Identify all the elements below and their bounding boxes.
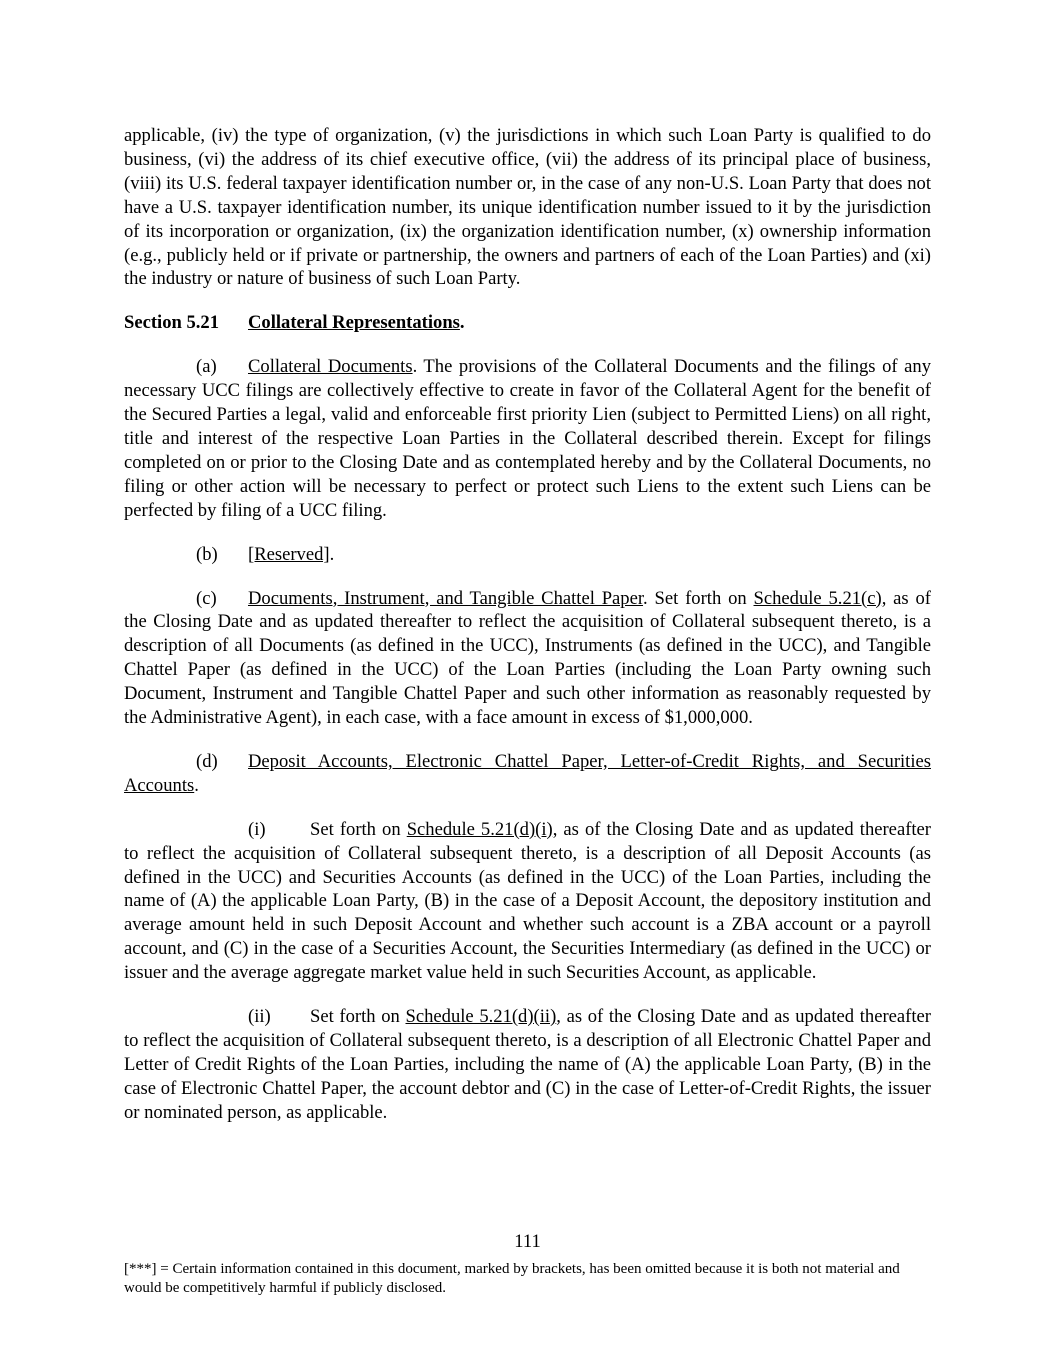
clause-a bbox=[124, 355, 931, 522]
document-body bbox=[124, 124, 931, 1145]
clause-b-title: [Reserved] bbox=[248, 543, 330, 565]
clause-b-number: (b) bbox=[196, 543, 218, 565]
clause-c-title: Documents, Instrument, and Tangible Chattel Paper bbox=[248, 587, 644, 609]
schedule-reference: Schedule 5.21(d)(i) bbox=[406, 818, 553, 840]
clause-d-title: Deposit Accounts, Electronic Chattel Paper, Letter-of-Credit Rights, and Securities Accounts bbox=[124, 750, 931, 796]
clause-c-number: (c) bbox=[196, 587, 217, 609]
clause-c bbox=[124, 587, 931, 730]
section-period: . bbox=[459, 312, 465, 334]
schedule-reference: Schedule 5.21(d)(ii) bbox=[405, 1006, 557, 1028]
clause-d-ii bbox=[124, 1005, 931, 1125]
clause-c-text-2: , as of the Closing Date and as updated thereafter to reflect the acquisition of Collateral subsequent thereto, is a description of all Documents (as defined in the UCC), Instruments (as defined in the UCC), and Tangible Chattel Paper (as defined in the UCC) of the Loan Parties (including the Loan Party owning such Document, Instrument and Tangible Chattel Paper and such other information as reasonably requested by the Administrative Agent), in each case, with a face amount in excess of $1,000,000. bbox=[124, 587, 931, 729]
intro-paragraph bbox=[124, 124, 931, 291]
clause-d-i-number: (i) bbox=[248, 818, 266, 840]
clause-b bbox=[124, 543, 931, 567]
clause-d-i bbox=[124, 818, 931, 985]
clause-d bbox=[124, 750, 931, 798]
footnote: [***] = Certain information contained in this document, marked by brackets, has been omitted because it is both not material and would be competitively harmful if publicly disclosed. bbox=[124, 1261, 900, 1296]
clause-d-ii-text-2: , as of the Closing Date and as updated thereafter to reflect the acquisition of Collateral subsequent thereto, is a description of all Electronic Chattel Paper and Letter of Credit Rights of the Loan Parties, including the name of (A) the applicable Loan Party, (B) in the case of Electronic Chattel Paper, the account debtor and (C) in the case of Letter-of-Credit Rights, the issuer or nominated person, as applicable. bbox=[124, 1006, 931, 1123]
clause-d-ii-number: (ii) bbox=[248, 1006, 271, 1028]
clause-d-text: . bbox=[194, 774, 199, 796]
clause-b-text: . bbox=[329, 543, 335, 565]
clause-a-text: . The provisions of the Collateral Documents and the filings of any necessary UCC filings are collectively effective to create in favor of the Collateral Agent for the benefit of the Secured Parties a legal, valid and enforceable first priority Lien (subject to Permitted Liens) on all right, title and interest of the respective Loan Parties in the Collateral described therein. Except for filings completed on or prior to the Closing Date and as contemplated hereby and by the Collateral Documents, no filing or other action will be necessary to perfect or protect such Liens to the extent such Liens can be perfected by filing of a UCC filing. bbox=[124, 356, 931, 521]
schedule-reference: Schedule 5.21(c) bbox=[753, 587, 882, 609]
clause-a-title: Collateral Documents bbox=[248, 356, 413, 378]
clause-a-number: (a) bbox=[196, 356, 217, 378]
section-heading bbox=[124, 311, 931, 335]
clause-d-i-text-1: Set forth on bbox=[310, 818, 407, 840]
section-number: Section 5.21 bbox=[124, 312, 220, 334]
page-number: 111 bbox=[514, 1231, 541, 1252]
intro-text: applicable, (iv) the type of organization, (v) the jurisdictions in which such Loan Party is qualified to do business, (vi) the address of its chief executive office, (vii) the address of its principal place of business, (viii) its U.S. federal taxpayer identification number or, in the case of any non-U.S. Loan Party that does not have a U.S. taxpayer identification number, its unique identification number issued to it by the jurisdiction of its incorporation or organization, (ix) the organization identification number, (x) ownership information (e.g., publicly held or if private or partnership, the owners and partners of each of the Loan Parties) and (xi) the industry or nature of business of such Loan Party. bbox=[124, 125, 931, 290]
clause-d-number: (d) bbox=[196, 750, 218, 772]
clause-c-text-1: . Set forth on bbox=[643, 587, 754, 609]
clause-d-i-text-2: , as of the Closing Date and as updated thereafter to reflect the acquisition of Collateral subsequent thereto, is a description of all Deposit Accounts (as defined in the UCC) and Securities Accounts (as defined in the UCC) of the Loan Parties, including the name of (A) the applicable Loan Party, (B) in the case of a Deposit Account, the depository institution and average amount held in such Deposit Account and whether such account is a ZBA account or a payroll account, and (C) in the case of a Securities Account, the Securities Intermediary (as defined in the UCC) or issuer and the average aggregate market value held in such Securities Account, as applicable. bbox=[124, 818, 931, 984]
clause-d-ii-text-1: Set forth on bbox=[310, 1006, 406, 1028]
section-title: Collateral Representations bbox=[248, 312, 460, 334]
